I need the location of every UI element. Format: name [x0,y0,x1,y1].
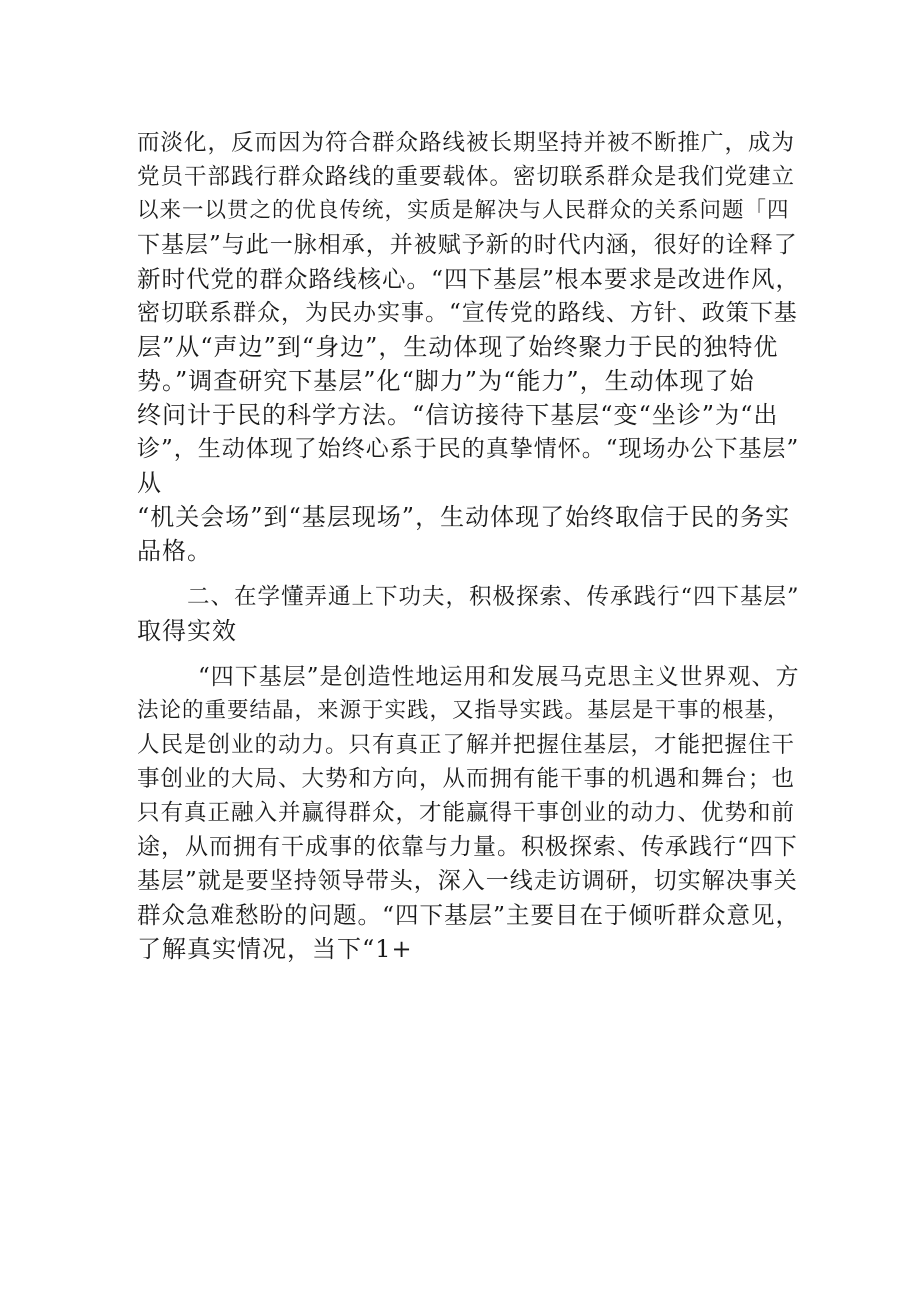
text-line-16: “四下基层”是创造性地运用和发展马克思主义世界观、方 [198,664,800,690]
text-line-13: 品格。 [137,537,212,565]
text-line-3: 以来一以贯之的优良传统，实质是解决与人民群众的关系问题「四 [137,198,790,223]
text-line-18: 人民是创业的动力。只有真正了解并把握住基层，才能把握住干 [137,732,796,758]
text-line-7: 层”从“声边”到“身边”，生动体现了始终聚力于民的独特优 [137,333,779,361]
text-line-8: 势。”调查研究下基层”化“脚力”为“能力”，生动体现了始 [137,367,755,395]
text-line-12: “机关会场”到“基层现场”，生动体现了始终取信于民的务实 [137,503,791,531]
text-line-1: 而淡化，反而因为符合群众路线被长期坚持并被不断推广，成为 [137,130,796,156]
text-line-11: 从 [137,469,162,497]
text-line-22: 基层”就是要坚持领导带头，深入一线走访调研，切实解决事关 [137,868,798,894]
text-line-24: 了解真实情况，当下“1+ [137,935,413,963]
text-line-21: 途，从而拥有干成事的依靠与力量。积极探索、传承践行“四下 [137,834,798,860]
text-line-6: 密切联系群众，为民办实事。“宣传党的路线、方针、政策下基 [137,300,798,326]
section-heading-line-1: 二、在学懂弄通上下功夫，积极探索、传承践行“四下基层” [187,584,800,610]
text-line-19: 事创业的大局、大势和方向，从而拥有能干事的机遇和舞台；也 [137,766,796,792]
text-line-2: 党员干部践行群众路线的重要载体。密切联系群众是我们党建立 [137,164,796,190]
section-heading-line-2: 取得实效 [137,617,237,645]
text-line-4: 下基层”与此一脉相承，并被赋予新的时代内涵，很好的诠释了 [137,232,798,258]
text-line-23: 群众急难愁盼的问题。“四下基层”主要目在于倾听群众意见， [137,901,801,929]
text-line-9: 终问计于民的科学方法。“信访接待下基层“变“坐诊”为“出 [137,401,779,429]
text-line-17: 法论的重要结晶，来源于实践，又指导实践。基层是干事的根基， [137,698,790,723]
text-line-20: 只有真正融入并赢得群众，才能赢得干事创业的动力、优势和前 [137,800,796,826]
text-line-5: 新时代党的群众路线核心。“四下基层”根本要求是改进作风， [137,265,801,293]
text-line-10: 诊”，生动体现了始终心系于民的真挚情怀。“现场办公下基层” [137,436,800,462]
